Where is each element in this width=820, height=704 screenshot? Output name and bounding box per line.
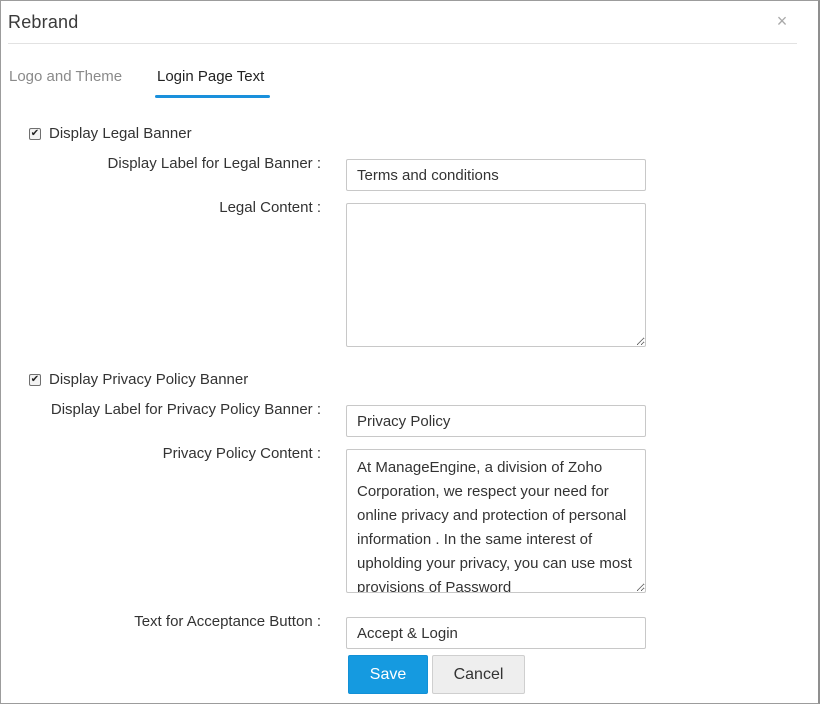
acceptance-button-caption: Text for Acceptance Button : [134,613,321,630]
privacy-banner-label-input[interactable] [346,405,646,437]
cancel-button[interactable]: Cancel [432,655,525,694]
legal-banner-label-caption: Display Label for Legal Banner : [107,155,321,172]
legal-banner-label-input[interactable] [346,159,646,191]
legal-content-textarea[interactable] [346,203,646,347]
active-tab-indicator [155,95,270,98]
display-privacy-banner-row[interactable] [29,371,248,388]
privacy-content-textarea[interactable] [346,449,646,593]
legal-content-caption: Legal Content : [219,199,321,216]
title-divider [8,43,797,44]
acceptance-button-text-input[interactable] [346,617,646,649]
display-legal-banner-label: Display Legal Banner [49,125,192,142]
display-privacy-banner-checkbox[interactable]: ✔ [30,373,40,385]
dialog-title: Rebrand [8,12,79,32]
display-privacy-banner-label: Display Privacy Policy Banner [49,371,249,388]
privacy-banner-label-caption: Display Label for Privacy Policy Banner : [50,401,321,418]
privacy-content-caption: Privacy Policy Content : [162,445,321,462]
tab-logo-and-theme[interactable]: Logo and Theme [9,68,123,85]
save-button[interactable]: Save [348,655,428,694]
display-legal-banner-row[interactable] [29,125,192,142]
close-icon[interactable]: × [776,11,788,31]
display-legal-banner-checkbox[interactable]: ✔ [30,127,40,139]
tab-login-page-text[interactable]: Login Page Text [157,68,265,85]
